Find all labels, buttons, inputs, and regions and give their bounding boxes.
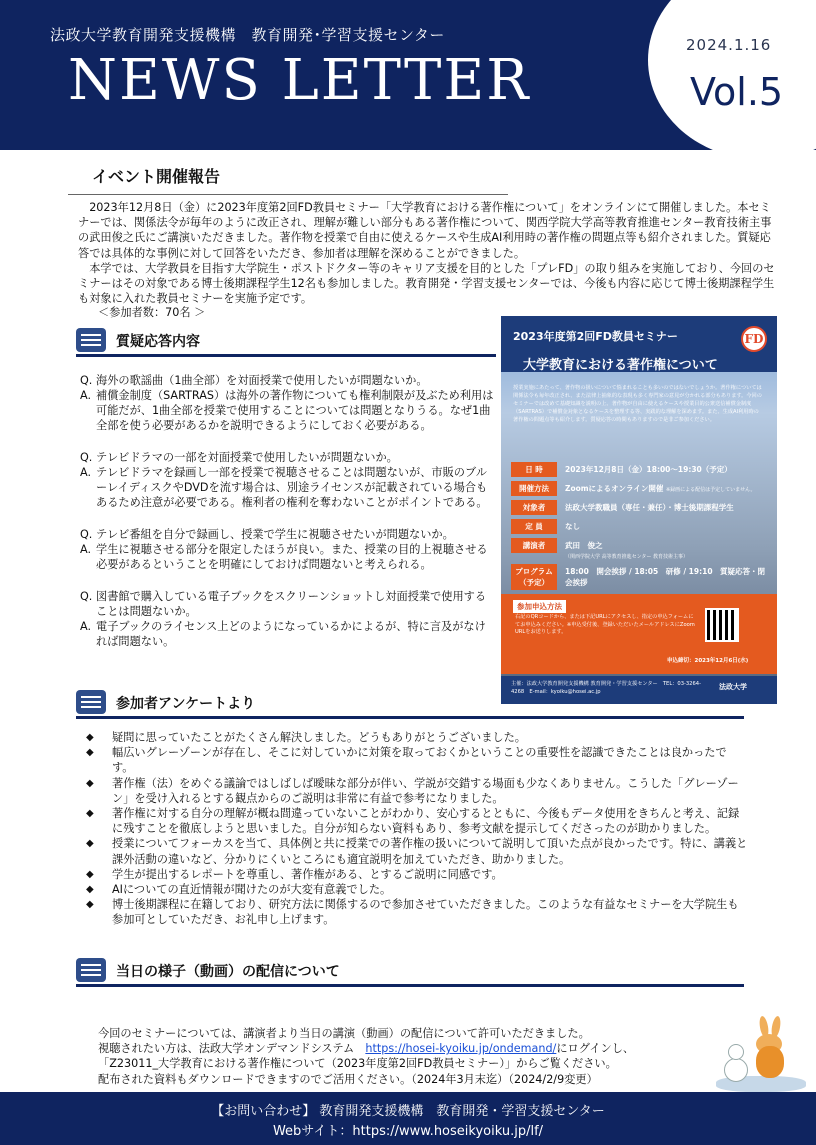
hosei-logo: 法政大学 xyxy=(719,683,747,691)
survey-item-text: AIについての直近情報が聞けたのが大変有意義でした。 xyxy=(112,883,392,897)
fd-logo-icon: FD xyxy=(741,326,767,352)
answer-mark: A. xyxy=(80,543,92,556)
footer-contact: 【お問い合わせ】 教育開発支援機構 教育開発・学習支援センター xyxy=(211,1104,605,1119)
survey-item-text: 授業についてフォーカスを当て、具体例と共に授業での著作権の扱いについて説明して頂いた点が良かったです。特に、講義と課外活動の違いなど、分かりにくいところにも適宜説明を加えていただき、助かりました。 xyxy=(112,837,748,866)
diamond-bullet-icon: ◆ xyxy=(86,747,94,759)
survey-section-header xyxy=(76,688,744,718)
streaming-line-3: 「Z23011_大学教育における著作権について（2023年度第2回FD教員セミナー）」からご覧ください。 xyxy=(98,1057,617,1071)
answer-text: 学生に視聴させる部分を限定したほうが良い。また、授業の目的上視聴させる必要があるということを明確にしておけば問題ないと考えられる。 xyxy=(96,543,488,571)
survey-item-text: 著作権（法）をめぐる議論ではしばしば曖昧な部分が伴い、学説が交錯する場面も少なくありません。こうした「グレーゾーン」を受け入れるとする観点からのご説明は非常に有益で参考になりました。 xyxy=(112,776,739,805)
streaming-section-header xyxy=(76,956,744,986)
rabbit-snowman-illustration xyxy=(716,1024,806,1090)
flyer-row-key: プログラム（予定） xyxy=(511,564,557,590)
survey-item-text: 幅広いグレーゾーンが存在し、そこに対していかに対策を取っておくかということの重要性を認識できたことは良かったです。 xyxy=(112,746,727,775)
ondemand-link[interactable]: https://hosei-kyoiku.jp/ondemand/ xyxy=(365,1042,557,1056)
flyer-heading: 2023年度第2回FD教員セミナー xyxy=(513,330,678,343)
qa-item xyxy=(80,373,496,433)
flyer-row xyxy=(511,519,771,534)
question-mark: Q. xyxy=(80,374,93,387)
event-report-paragraph-1: 2023年12月8日（金）に2023年度第2回FD教員セミナー「大学教育における著作権について」をオンラインにて開催しました。本セミナーでは、関係法令が毎年のように改正され、理解が難しい部分もある著作権について、関西学院大学高等教育推進センター教育技術主事の武田俊之氏にご講演いただきました。著作物を授業で自由に使えるケースや生成AI利用時の著作権の問題点等も紹介されました。質疑応答では具体的な事例に対して回答をいただき、参加者は理解を深めることができました。 xyxy=(78,201,772,260)
diamond-bullet-icon: ◆ xyxy=(86,884,94,896)
answer-text: テレビドラマを録画し一部を授業で視聴させることは問題ないが、市販のブルーレイディスクやDVDを流す場合は、別途ライセンスが記載されている場合もあるため注意が必要である。権利者の権利を奪わないことがポイントである。 xyxy=(96,466,488,509)
answer-mark: A. xyxy=(80,389,92,402)
streaming-body xyxy=(98,1026,718,1087)
flyer-row xyxy=(511,538,771,560)
diamond-bullet-icon: ◆ xyxy=(86,838,94,850)
diamond-bullet-icon: ◆ xyxy=(86,777,94,789)
flyer-row-value: Zoomによるオンライン開催 xyxy=(565,484,664,493)
flyer-row-key: 開催方法 xyxy=(511,481,557,496)
seminar-flyer xyxy=(501,316,777,704)
diamond-bullet-icon: ◆ xyxy=(86,808,94,820)
flyer-apply-text: 右記のQRコードから、または下記URLにアクセスし、指定の申込フォームにてお申込みください。※申込受付後、登録いただいたメールアドレスにZoom URLをお送りします。 xyxy=(515,614,695,635)
issue-date: 2024.1.16 xyxy=(686,36,772,54)
organization-name: 法政大学教育開発支援機構 教育開発･学習支援センター xyxy=(50,26,445,44)
survey-item xyxy=(86,882,748,897)
streaming-line-1: 今回のセミナーについては、講演者より当日の講演（動画）の配信について許可いただきました。 xyxy=(98,1027,590,1040)
flyer-description: 授業実施にあたって、著作物の扱いについて悩まれることも多いのではないでしょうか。著作権については関係法令も毎年改正され、また法律上抽象的な表現も多く専門家の意見が分かれる部分もあります。今回のセミナーでは改めて基礎知識を説明の上、著作物が自由に使えるケースや授業目的公衆送信補償金制度（SARTRAS）で補償金対象となるケースを整理する等、実践的な理解を深めます。また、生成AI利用時の著作権の問題点等も紹介します。質疑応答の時間もありますので是非ご参加ください。 xyxy=(513,385,762,423)
survey-item xyxy=(86,867,748,882)
qa-section-underline xyxy=(76,354,496,357)
flyer-title: 大学教育における著作権について xyxy=(523,358,718,373)
flyer-row-note: ※録画による配信は予定していません。 xyxy=(665,487,756,493)
answer-text: 電子ブックのライセンス上どのようになっているかによるが、特に言及がなければ問題ない。 xyxy=(96,620,486,648)
flyer-row-value: 武田 俊之 xyxy=(565,541,603,550)
qa-section-header xyxy=(76,326,496,356)
answer-mark: A. xyxy=(80,466,92,479)
flyer-row xyxy=(511,462,771,477)
qa-section-title: 質疑応答内容 xyxy=(116,334,200,350)
flyer-row-value: なし xyxy=(565,522,580,531)
survey-item xyxy=(86,730,748,745)
issue-volume: Vol.5 xyxy=(690,70,784,114)
streaming-line-4: 配布された資料もダウンロードできますのでご活用ください。（2024年3月末迄）（2024/2/9変更） xyxy=(98,1072,598,1086)
event-report-paragraph-2: 本学では、大学教員を目指す大学院生・ポストドクター等のキャリア支援を目的とした「プレFD」の取り組みを実施しており、今回のセミナーはその対象である博士後期課程学生12名も参加しました。教育開発・学習支援センターでは、今後も内容に応じて博士後期課程学生も対象に入れた教員セミナーを実施予定です。 xyxy=(78,261,775,306)
flyer-row-value: 18:00 開会挨拶 / 18:05 研修 / 19:10 質疑応答・閉会挨拶 xyxy=(565,567,766,587)
qa-item xyxy=(80,527,496,572)
flyer-row xyxy=(511,564,771,590)
qa-list xyxy=(80,373,496,666)
flyer-row-key: 対象者 xyxy=(511,500,557,515)
survey-section-underline xyxy=(76,716,744,719)
answer-mark: A. xyxy=(80,620,92,633)
snowman-head xyxy=(728,1044,744,1060)
qr-code-icon xyxy=(705,608,739,642)
question-mark: Q. xyxy=(80,451,93,464)
rabbit-body xyxy=(756,1046,784,1078)
flyer-row-note: （関西学院大学 高等教育推進センター 教育技術主事） xyxy=(565,554,688,560)
flyer-row-key: 講演者 xyxy=(511,538,557,553)
survey-section-title: 参加者アンケートより xyxy=(116,696,256,712)
streaming-section-underline xyxy=(76,984,744,987)
flyer-apply-title: 参加申込方法 xyxy=(513,600,566,613)
list-icon xyxy=(76,328,106,352)
question-text: テレビドラマの一部を対面授業で使用したいが問題ないか。 xyxy=(96,451,398,464)
survey-item-text: 疑問に思っていたことがたくさん解決しました。どうもありがとうございました。 xyxy=(112,731,526,744)
survey-item xyxy=(86,806,748,836)
answer-text: 補償金制度（SARTRAS）は海外の著作物についても権利制限が及ぶため利用は可能だが、1曲全部を授業で使用することについては問題となりうる。なぜ1曲全部を使う必要があるかを説明できるようにしておく必要がある。 xyxy=(96,389,494,432)
question-text: テレビ番組を自分で録画し、授業で学生に視聴させたいが問題ないか。 xyxy=(96,528,454,541)
list-icon xyxy=(76,690,106,714)
flyer-row xyxy=(511,481,771,496)
streaming-line-2-post: にログインし、 xyxy=(556,1042,635,1056)
survey-item xyxy=(86,897,748,927)
qa-item xyxy=(80,450,496,510)
flyer-row-value: 2023年12月8日（金）18:00～19:30（予定） xyxy=(565,465,732,474)
qa-item xyxy=(80,589,496,649)
survey-item xyxy=(86,745,748,775)
question-text: 海外の歌謡曲（1曲全部）を対面授業で使用したいが問題ないか。 xyxy=(96,374,428,387)
flyer-details xyxy=(511,462,771,594)
flyer-row-key: 定 員 xyxy=(511,519,557,534)
newsletter-title: NEWS LETTER xyxy=(68,48,531,113)
event-report-title: イベント開催報告 xyxy=(92,167,221,186)
survey-item-text: 博士後期課程に在籍しており、研究方法に関係するので参加させていただきました。このような有益なセミナーを大学院生も参加可としていただき、お礼申し上げます。 xyxy=(112,898,739,927)
flyer-row-value: 法政大学教職員（専任・兼任）・博士後期課程学生 xyxy=(565,503,734,512)
question-text: 図書館で購入している電子ブックをスクリーンショットし対面授業で使用することは問題ないか。 xyxy=(96,590,487,618)
newsletter-footer xyxy=(0,1092,816,1145)
list-icon xyxy=(76,958,106,982)
newsletter-header xyxy=(0,0,816,150)
flyer-deadline: 申込締切：2023年12月6日(水) xyxy=(667,658,749,664)
survey-item xyxy=(86,776,748,806)
survey-item xyxy=(86,836,748,866)
flyer-row xyxy=(511,500,771,515)
flyer-organizer: 主催：法政大学教育開発支援機構 教育開発・学習支援センター TEL：03-3264-4268 E-mail：kyoiku@hosei.ac.jp xyxy=(511,681,701,695)
survey-item-text: 学生が提出するレポートを尊重し、著作権がある、とするご説明に同感です。 xyxy=(112,867,503,881)
event-report-body xyxy=(78,200,778,306)
event-report-rule xyxy=(68,194,508,195)
streaming-line-2 xyxy=(98,1041,718,1056)
footer-website: Webサイト：https://www.hoseikyoiku.jp/lf/ xyxy=(272,1124,544,1139)
streaming-section-title: 当日の様子（動画）の配信について xyxy=(116,964,340,980)
flyer-row-key: 日 時 xyxy=(511,462,557,477)
survey-list xyxy=(86,730,748,928)
survey-item-text: 著作権に対する自分の理解が概ね間違っていないことがわかり、安心するとともに、今後もデータ使用をきちんと考え、記録に残すことを徹底しようと思いました。自分が知らない資料もあり、参考文献を提示してくださったのが助かりました。 xyxy=(112,807,740,836)
question-mark: Q. xyxy=(80,528,93,541)
participant-count: ＜参加者数：70名 ＞ xyxy=(98,306,206,319)
snowman-body xyxy=(724,1058,748,1082)
diamond-bullet-icon: ◆ xyxy=(86,732,94,743)
diamond-bullet-icon: ◆ xyxy=(86,899,94,911)
question-mark: Q. xyxy=(80,590,93,603)
streaming-line-2-pre: 視聴されたい方は、法政大学オンデマンドシステム xyxy=(98,1042,366,1056)
diamond-bullet-icon: ◆ xyxy=(86,868,94,880)
